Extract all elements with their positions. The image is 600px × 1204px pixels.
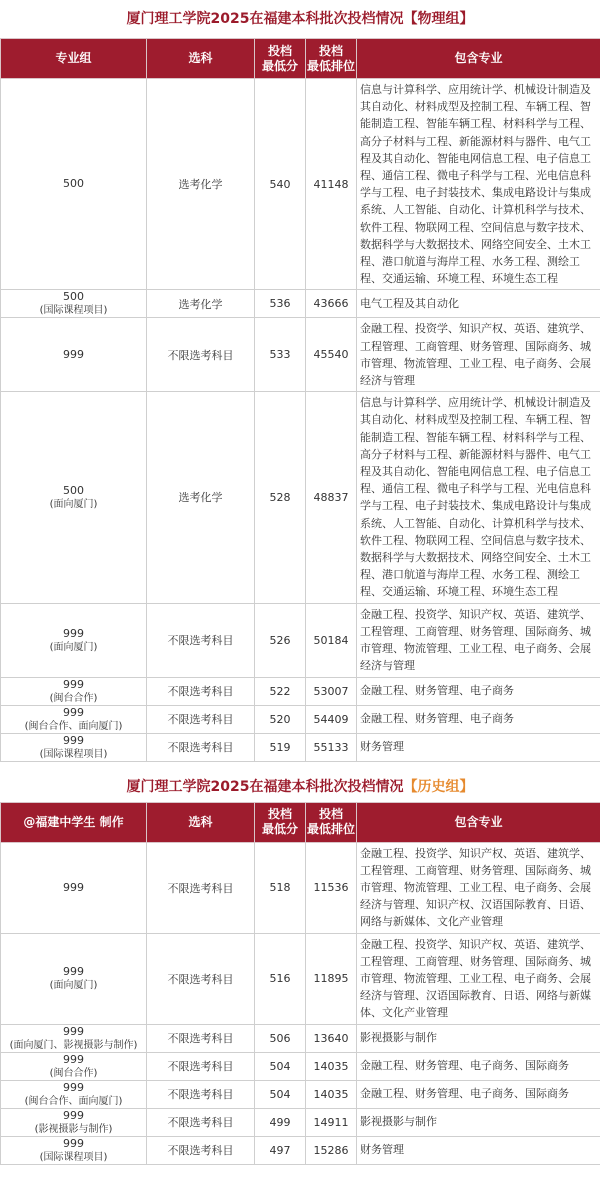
group-cell	[1, 1136, 147, 1164]
group-note: (闽台合作、面向厦门)	[24, 720, 123, 732]
subject-cell: 不限选考科目	[147, 733, 255, 761]
score-cell: 504	[255, 1080, 306, 1108]
history-table	[0, 802, 600, 1165]
history-body	[1, 842, 600, 1164]
group-cell	[1, 677, 147, 705]
score-cell: 519	[255, 733, 306, 761]
group-code: 999	[63, 1108, 84, 1122]
group-code: 999	[63, 677, 84, 691]
group-note: (闽台合作)	[49, 692, 98, 704]
header-rank: 投档 最低排位	[306, 39, 357, 79]
table-row	[1, 677, 600, 705]
group-code: 999	[63, 965, 84, 979]
header-subject: 选科	[147, 39, 255, 79]
group-cell	[1, 705, 147, 733]
group-code: 999	[63, 1080, 84, 1094]
score-cell: 499	[255, 1108, 306, 1136]
header-group: 专业组	[1, 39, 147, 79]
group-code: 500	[63, 483, 84, 497]
group-note: (面向厦门)	[49, 498, 98, 510]
majors-cell: 电气工程及其自动化	[357, 290, 600, 318]
group-cell	[1, 290, 147, 318]
rank-cell: 45540	[306, 318, 357, 392]
physics-table	[0, 38, 600, 762]
score-cell: 504	[255, 1052, 306, 1080]
group-cell	[1, 1108, 147, 1136]
header-score: 投档 最低分	[255, 39, 306, 79]
majors-cell: 财务管理	[357, 733, 600, 761]
group-cell	[1, 1024, 147, 1052]
rank-cell: 14035	[306, 1052, 357, 1080]
majors-cell: 金融工程、财务管理、电子商务	[357, 677, 600, 705]
subject-cell: 不限选考科目	[147, 603, 255, 677]
group-note: (面向厦门)	[49, 980, 98, 992]
subject-cell: 不限选考科目	[147, 1080, 255, 1108]
group-cell	[1, 1052, 147, 1080]
score-cell: 497	[255, 1136, 306, 1164]
score-cell: 522	[255, 677, 306, 705]
rank-cell: 11895	[306, 933, 357, 1024]
majors-cell: 影视摄影与制作	[357, 1108, 600, 1136]
table-row	[1, 842, 600, 933]
rank-cell: 48837	[306, 392, 357, 603]
header-majors: 包含专业	[357, 802, 600, 842]
score-cell: 516	[255, 933, 306, 1024]
subject-cell: 不限选考科目	[147, 1108, 255, 1136]
physics-title-prefix: 厦门理工学院2025在福建本科批次投档情况	[126, 11, 404, 27]
score-cell: 528	[255, 392, 306, 603]
subject-cell: 不限选考科目	[147, 1024, 255, 1052]
group-cell	[1, 933, 147, 1024]
score-cell: 533	[255, 318, 306, 392]
majors-cell: 财务管理	[357, 1136, 600, 1164]
subject-cell: 选考化学	[147, 290, 255, 318]
score-cell: 540	[255, 79, 306, 290]
group-note: (面向厦门、影视摄影与制作)	[9, 1039, 138, 1051]
group-note: (闽台合作、面向厦门)	[24, 1095, 123, 1107]
physics-title	[0, 0, 600, 38]
physics-title-group: 【物理组】	[403, 11, 474, 27]
header-subject: 选科	[147, 802, 255, 842]
group-note: (国际课程项目)	[39, 748, 108, 760]
table-row	[1, 290, 600, 318]
group-note: (面向厦门)	[49, 641, 98, 653]
rank-cell: 53007	[306, 677, 357, 705]
group-cell	[1, 392, 147, 603]
rank-cell: 15286	[306, 1136, 357, 1164]
table-row	[1, 1108, 600, 1136]
score-cell: 506	[255, 1024, 306, 1052]
physics-body	[1, 79, 600, 762]
majors-cell: 影视摄影与制作	[357, 1024, 600, 1052]
group-code: 999	[63, 626, 84, 640]
table-row	[1, 79, 600, 290]
score-cell: 526	[255, 603, 306, 677]
group-cell	[1, 603, 147, 677]
table-row	[1, 392, 600, 603]
subject-cell: 不限选考科目	[147, 842, 255, 933]
rank-cell: 50184	[306, 603, 357, 677]
table-row	[1, 1024, 600, 1052]
header-group: @福建中学生 制作	[1, 802, 147, 842]
rank-cell: 55133	[306, 733, 357, 761]
rank-cell: 14911	[306, 1108, 357, 1136]
header-rank: 投档 最低排位	[306, 802, 357, 842]
group-cell	[1, 733, 147, 761]
subject-cell: 不限选考科目	[147, 1136, 255, 1164]
table-row	[1, 933, 600, 1024]
table-row	[1, 733, 600, 761]
table-row	[1, 1052, 600, 1080]
table-row	[1, 705, 600, 733]
score-cell: 536	[255, 290, 306, 318]
group-note: (影视摄影与制作)	[34, 1123, 113, 1135]
subject-cell: 选考化学	[147, 79, 255, 290]
history-section	[0, 772, 600, 1165]
subject-cell: 不限选考科目	[147, 705, 255, 733]
table-row	[1, 1136, 600, 1164]
history-title-prefix: 厦门理工学院2025在福建本科批次投档情况	[126, 778, 404, 795]
group-code: 500	[63, 177, 84, 191]
group-code: 500	[63, 290, 84, 304]
majors-cell: 金融工程、投资学、知识产权、英语、建筑学、工程管理、工商管理、财务管理、国际商务、城市管理、物流管理、工业工程、电子商务、会展经济与管理	[357, 603, 600, 677]
majors-cell: 金融工程、财务管理、电子商务、国际商务	[357, 1052, 600, 1080]
group-code: 999	[63, 705, 84, 719]
header-majors: 包含专业	[357, 39, 600, 79]
score-cell: 520	[255, 705, 306, 733]
group-cell	[1, 79, 147, 290]
subject-cell: 不限选考科目	[147, 1052, 255, 1080]
group-note: (闽台合作)	[49, 1067, 98, 1079]
majors-cell: 金融工程、财务管理、电子商务	[357, 705, 600, 733]
group-code: 999	[63, 1024, 84, 1038]
majors-cell: 金融工程、财务管理、电子商务、国际商务	[357, 1080, 600, 1108]
group-code: 999	[63, 1052, 84, 1066]
subject-cell: 不限选考科目	[147, 933, 255, 1024]
rank-cell: 41148	[306, 79, 357, 290]
majors-cell: 信息与计算科学、应用统计学、机械设计制造及其自动化、材料成型及控制工程、车辆工程、智能制造工程、智能车辆工程、材料科学与工程、高分子材料与工程、新能源材料与器件、电气工程及其自动化、智能电网信息工程、电子信息工程、通信工程、微电子科学与工程、光电信息科学与工程、电子封装技术、集成电路设计与集成系统、人工智能、自动化、计算机科学与技术、软件工程、物联网工程、空间信息与数字技术、数据科学与大数据技术、网络空间安全、土木工程、港口航道与海岸工程、水务工程、测绘工程、交通运输、环境工程、环境生态工程	[357, 392, 600, 603]
table-row	[1, 1080, 600, 1108]
group-note: (国际课程项目)	[39, 1151, 108, 1163]
rank-cell: 13640	[306, 1024, 357, 1052]
majors-cell: 金融工程、投资学、知识产权、英语、建筑学、工程管理、工商管理、财务管理、国际商务、城市管理、物流管理、工业工程、电子商务、会展经济与管理	[357, 318, 600, 392]
history-header-row	[1, 802, 600, 842]
rank-cell: 14035	[306, 1080, 357, 1108]
score-cell: 518	[255, 842, 306, 933]
group-cell	[1, 318, 147, 392]
history-title-group: 【历史组】	[403, 778, 474, 795]
majors-cell: 金融工程、投资学、知识产权、英语、建筑学、工程管理、工商管理、财务管理、国际商务、城市管理、物流管理、工业工程、电子商务、会展经济与管理、汉语国际教育、日语、网络与新媒体、文化产业管理	[357, 933, 600, 1024]
group-cell	[1, 842, 147, 933]
rank-cell: 43666	[306, 290, 357, 318]
group-code: 999	[63, 1136, 84, 1150]
history-title	[0, 772, 600, 802]
subject-cell: 不限选考科目	[147, 677, 255, 705]
table-row	[1, 603, 600, 677]
subject-cell: 不限选考科目	[147, 318, 255, 392]
majors-cell: 金融工程、投资学、知识产权、英语、建筑学、工程管理、工商管理、财务管理、国际商务、城市管理、物流管理、工业工程、电子商务、会展经济与管理、知识产权、汉语国际教育、日语、网络与新媒体、文化产业管理	[357, 842, 600, 933]
group-note: (国际课程项目)	[39, 305, 108, 317]
header-score: 投档 最低分	[255, 802, 306, 842]
group-code: 999	[63, 347, 84, 361]
rank-cell: 11536	[306, 842, 357, 933]
subject-cell: 选考化学	[147, 392, 255, 603]
group-code: 999	[63, 880, 84, 894]
majors-cell: 信息与计算科学、应用统计学、机械设计制造及其自动化、材料成型及控制工程、车辆工程、智能制造工程、智能车辆工程、材料科学与工程、高分子材料与工程、新能源材料与器件、电气工程及其自动化、智能电网信息工程、电子信息工程、通信工程、微电子科学与工程、光电信息科学与工程、电子封装技术、集成电路设计与集成系统、人工智能、自动化、计算机科学与技术、软件工程、物联网工程、空间信息与数字技术、数据科学与大数据技术、网络空间安全、土木工程、港口航道与海岸工程、水务工程、测绘工程、交通运输、环境工程、环境生态工程	[357, 79, 600, 290]
table-row	[1, 318, 600, 392]
rank-cell: 54409	[306, 705, 357, 733]
physics-header-row	[1, 39, 600, 79]
group-cell	[1, 1080, 147, 1108]
group-code: 999	[63, 733, 84, 747]
